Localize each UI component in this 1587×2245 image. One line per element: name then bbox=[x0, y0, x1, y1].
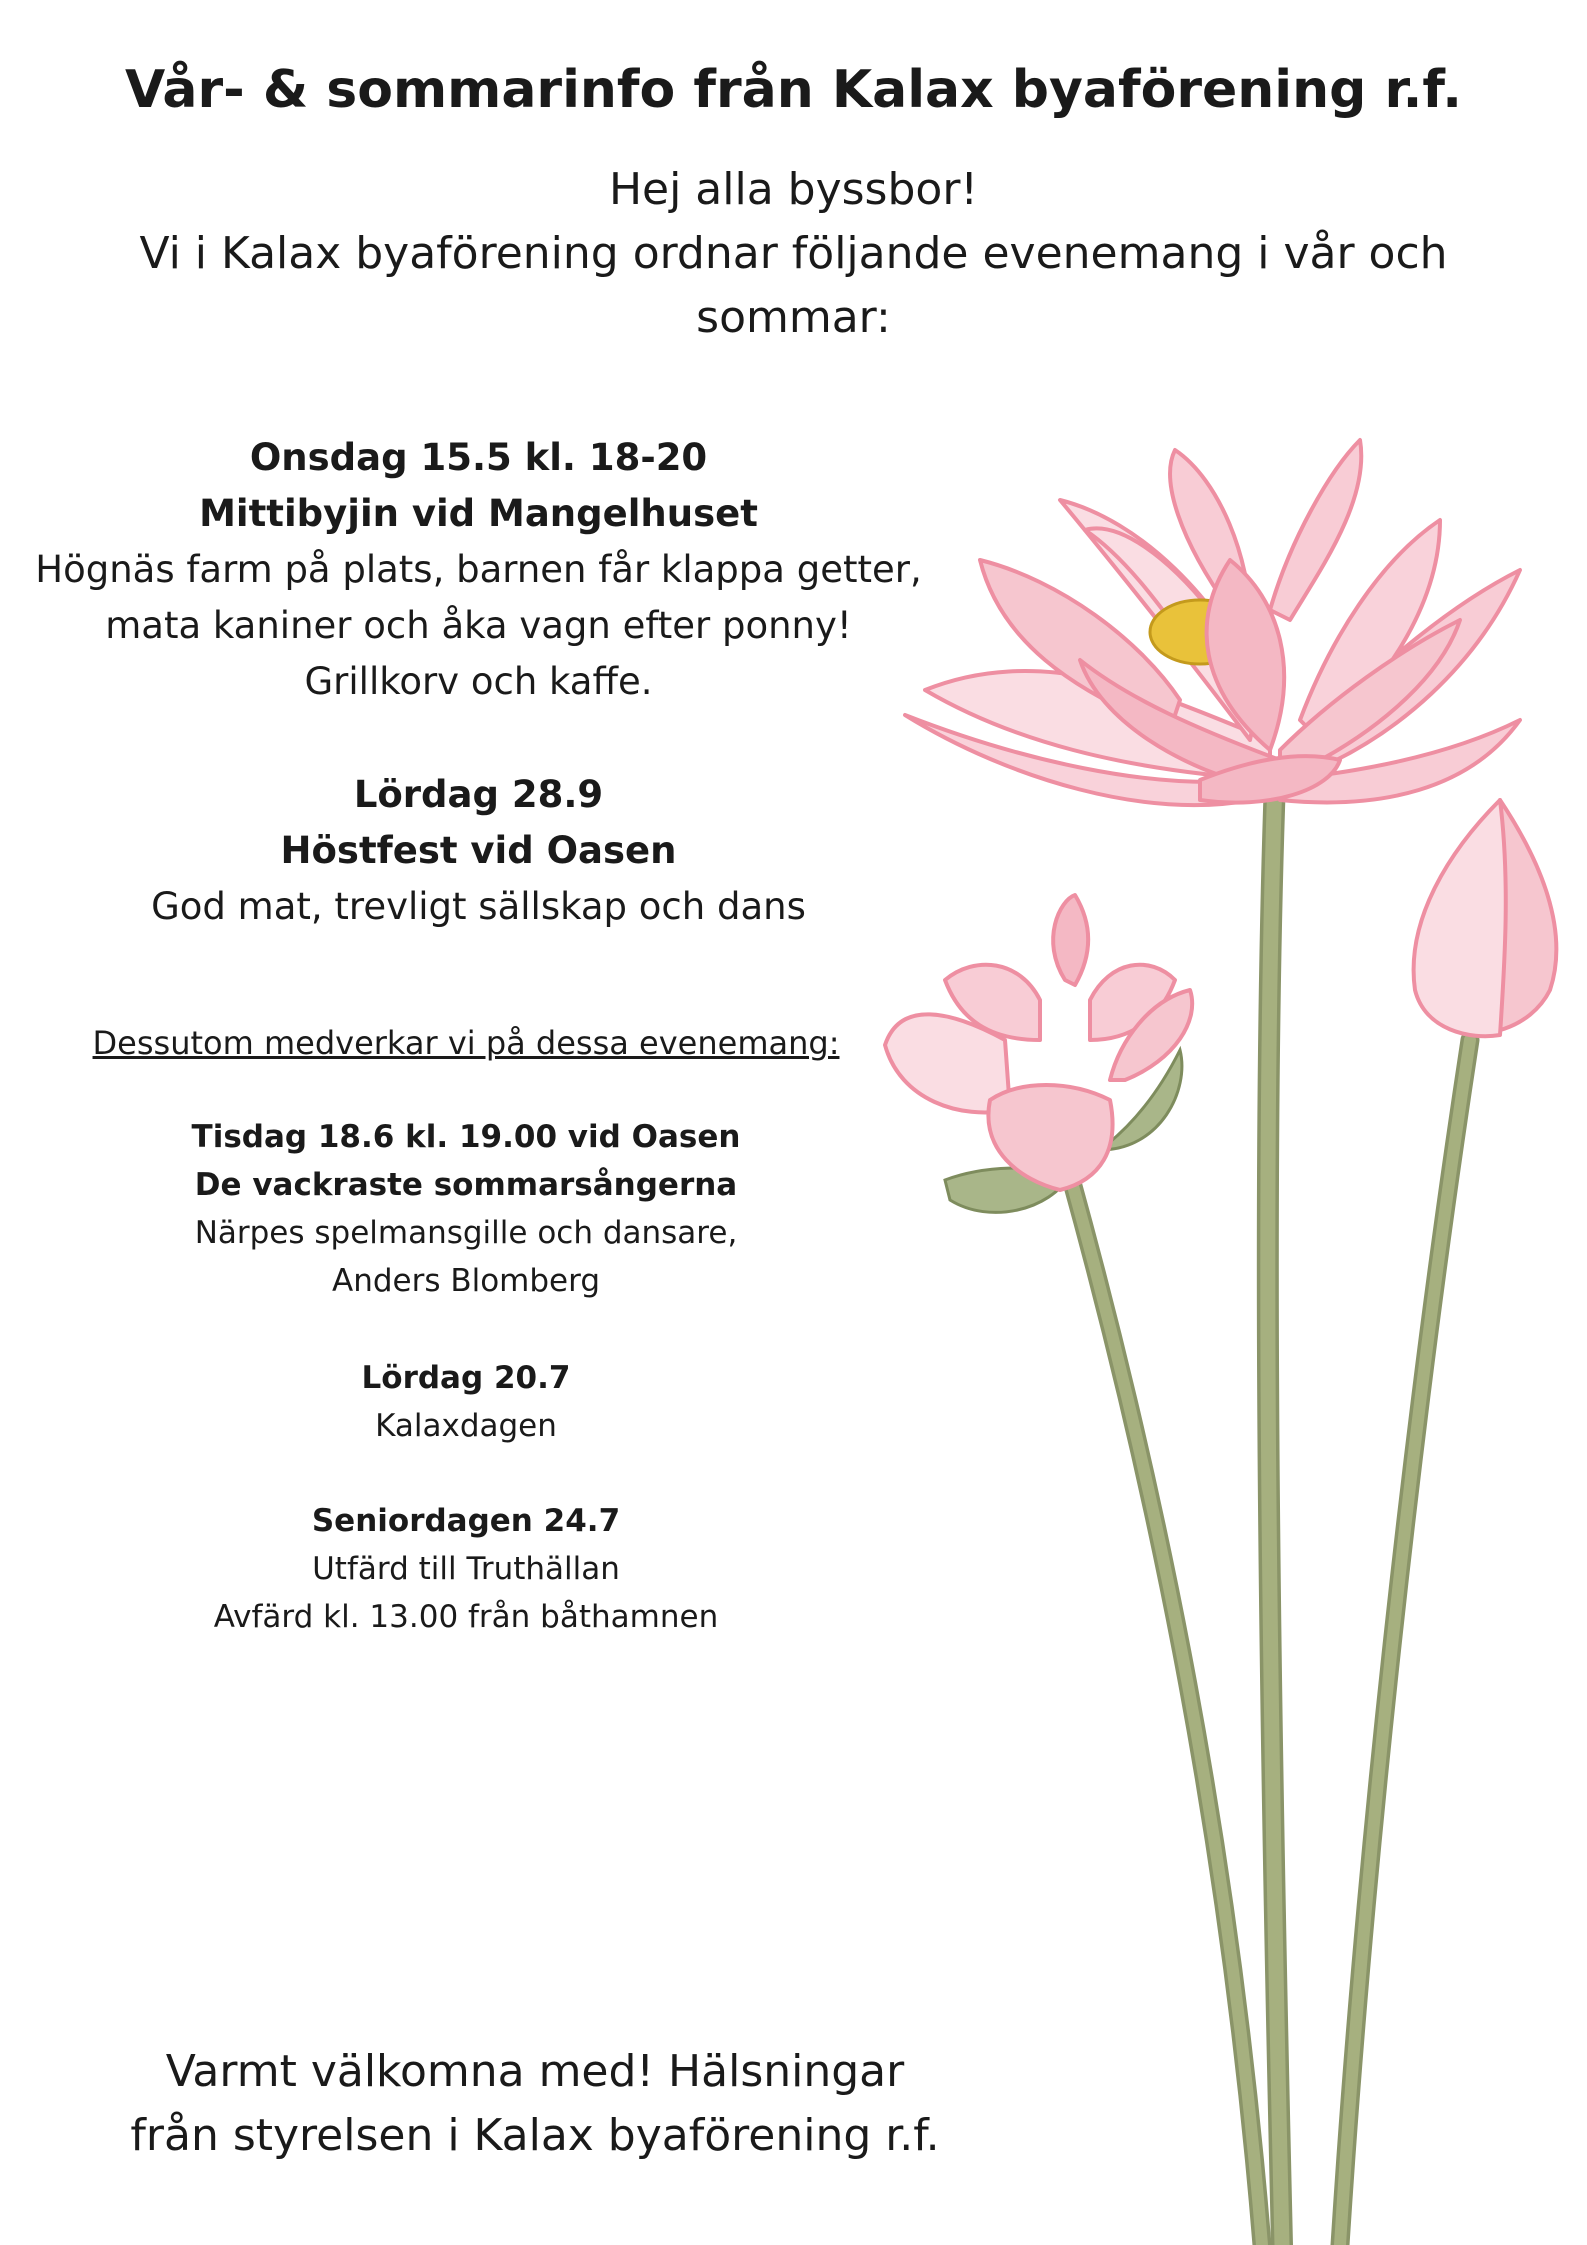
stem bbox=[1070, 1175, 1262, 2245]
event-date: Tisdag 18.6 kl. 19.00 vid Oasen bbox=[191, 1119, 741, 1155]
event-detail: Närpes spelmansgille och dansare, bbox=[194, 1215, 738, 1251]
event-sommarsangerna bbox=[0, 1113, 932, 1305]
petal bbox=[1270, 440, 1361, 620]
intro-line-2: Vi i Kalax byaförening ordnar följande evenemang i vår och bbox=[139, 228, 1448, 279]
lotus-flowers-illustration bbox=[870, 430, 1587, 2245]
event-detail: Kalaxdagen bbox=[375, 1408, 557, 1444]
event-date: Lördag 28.9 bbox=[353, 773, 604, 816]
stem bbox=[1340, 1040, 1470, 2245]
event-hostfest bbox=[0, 767, 957, 935]
event-date: Lördag 20.7 bbox=[361, 1360, 571, 1396]
event-detail: Avfärd kl. 13.00 från båthamnen bbox=[213, 1599, 719, 1635]
event-title: Höstfest vid Oasen bbox=[280, 829, 677, 872]
event-date: Seniordagen 24.7 bbox=[311, 1503, 621, 1539]
stem bbox=[1070, 1175, 1262, 2245]
closing-line-1: Varmt välkomna med! Hälsningar bbox=[165, 2046, 905, 2097]
other-events-heading: Dessutom medverkar vi på dessa evenemang: bbox=[92, 1024, 840, 1062]
event-mittibyjin bbox=[0, 430, 957, 710]
closing-line-2: från styrelsen i Kalax byaförening r.f. bbox=[130, 2110, 940, 2161]
event-detail: Utfärd till Truthällan bbox=[312, 1551, 620, 1587]
event-detail: Grillkorv och kaffe. bbox=[304, 660, 653, 703]
bud-petal bbox=[1414, 800, 1506, 1036]
intro-greeting: Hej alla byssbor! bbox=[608, 164, 979, 215]
event-detail: God mat, trevligt sällskap och dans bbox=[151, 885, 806, 928]
event-detail: Högnäs farm på plats, barnen får klappa getter, bbox=[35, 548, 922, 591]
petal bbox=[1053, 895, 1088, 985]
event-kalaxdagen bbox=[0, 1354, 932, 1450]
page-title: Vår- & sommarinfo från Kalax byaförening r.f. bbox=[125, 60, 1462, 120]
event-detail: mata kaniner och åka vagn efter ponny! bbox=[105, 604, 852, 647]
event-title: Mittibyjin vid Mangelhuset bbox=[199, 492, 758, 535]
event-date: Onsdag 15.5 kl. 18-20 bbox=[249, 436, 708, 479]
event-seniordagen bbox=[0, 1497, 932, 1641]
intro-line-3: sommar: bbox=[696, 292, 891, 343]
event-title: De vackraste sommarsångerna bbox=[194, 1167, 738, 1203]
event-detail: Anders Blomberg bbox=[331, 1263, 601, 1299]
intro-text bbox=[0, 158, 1587, 350]
